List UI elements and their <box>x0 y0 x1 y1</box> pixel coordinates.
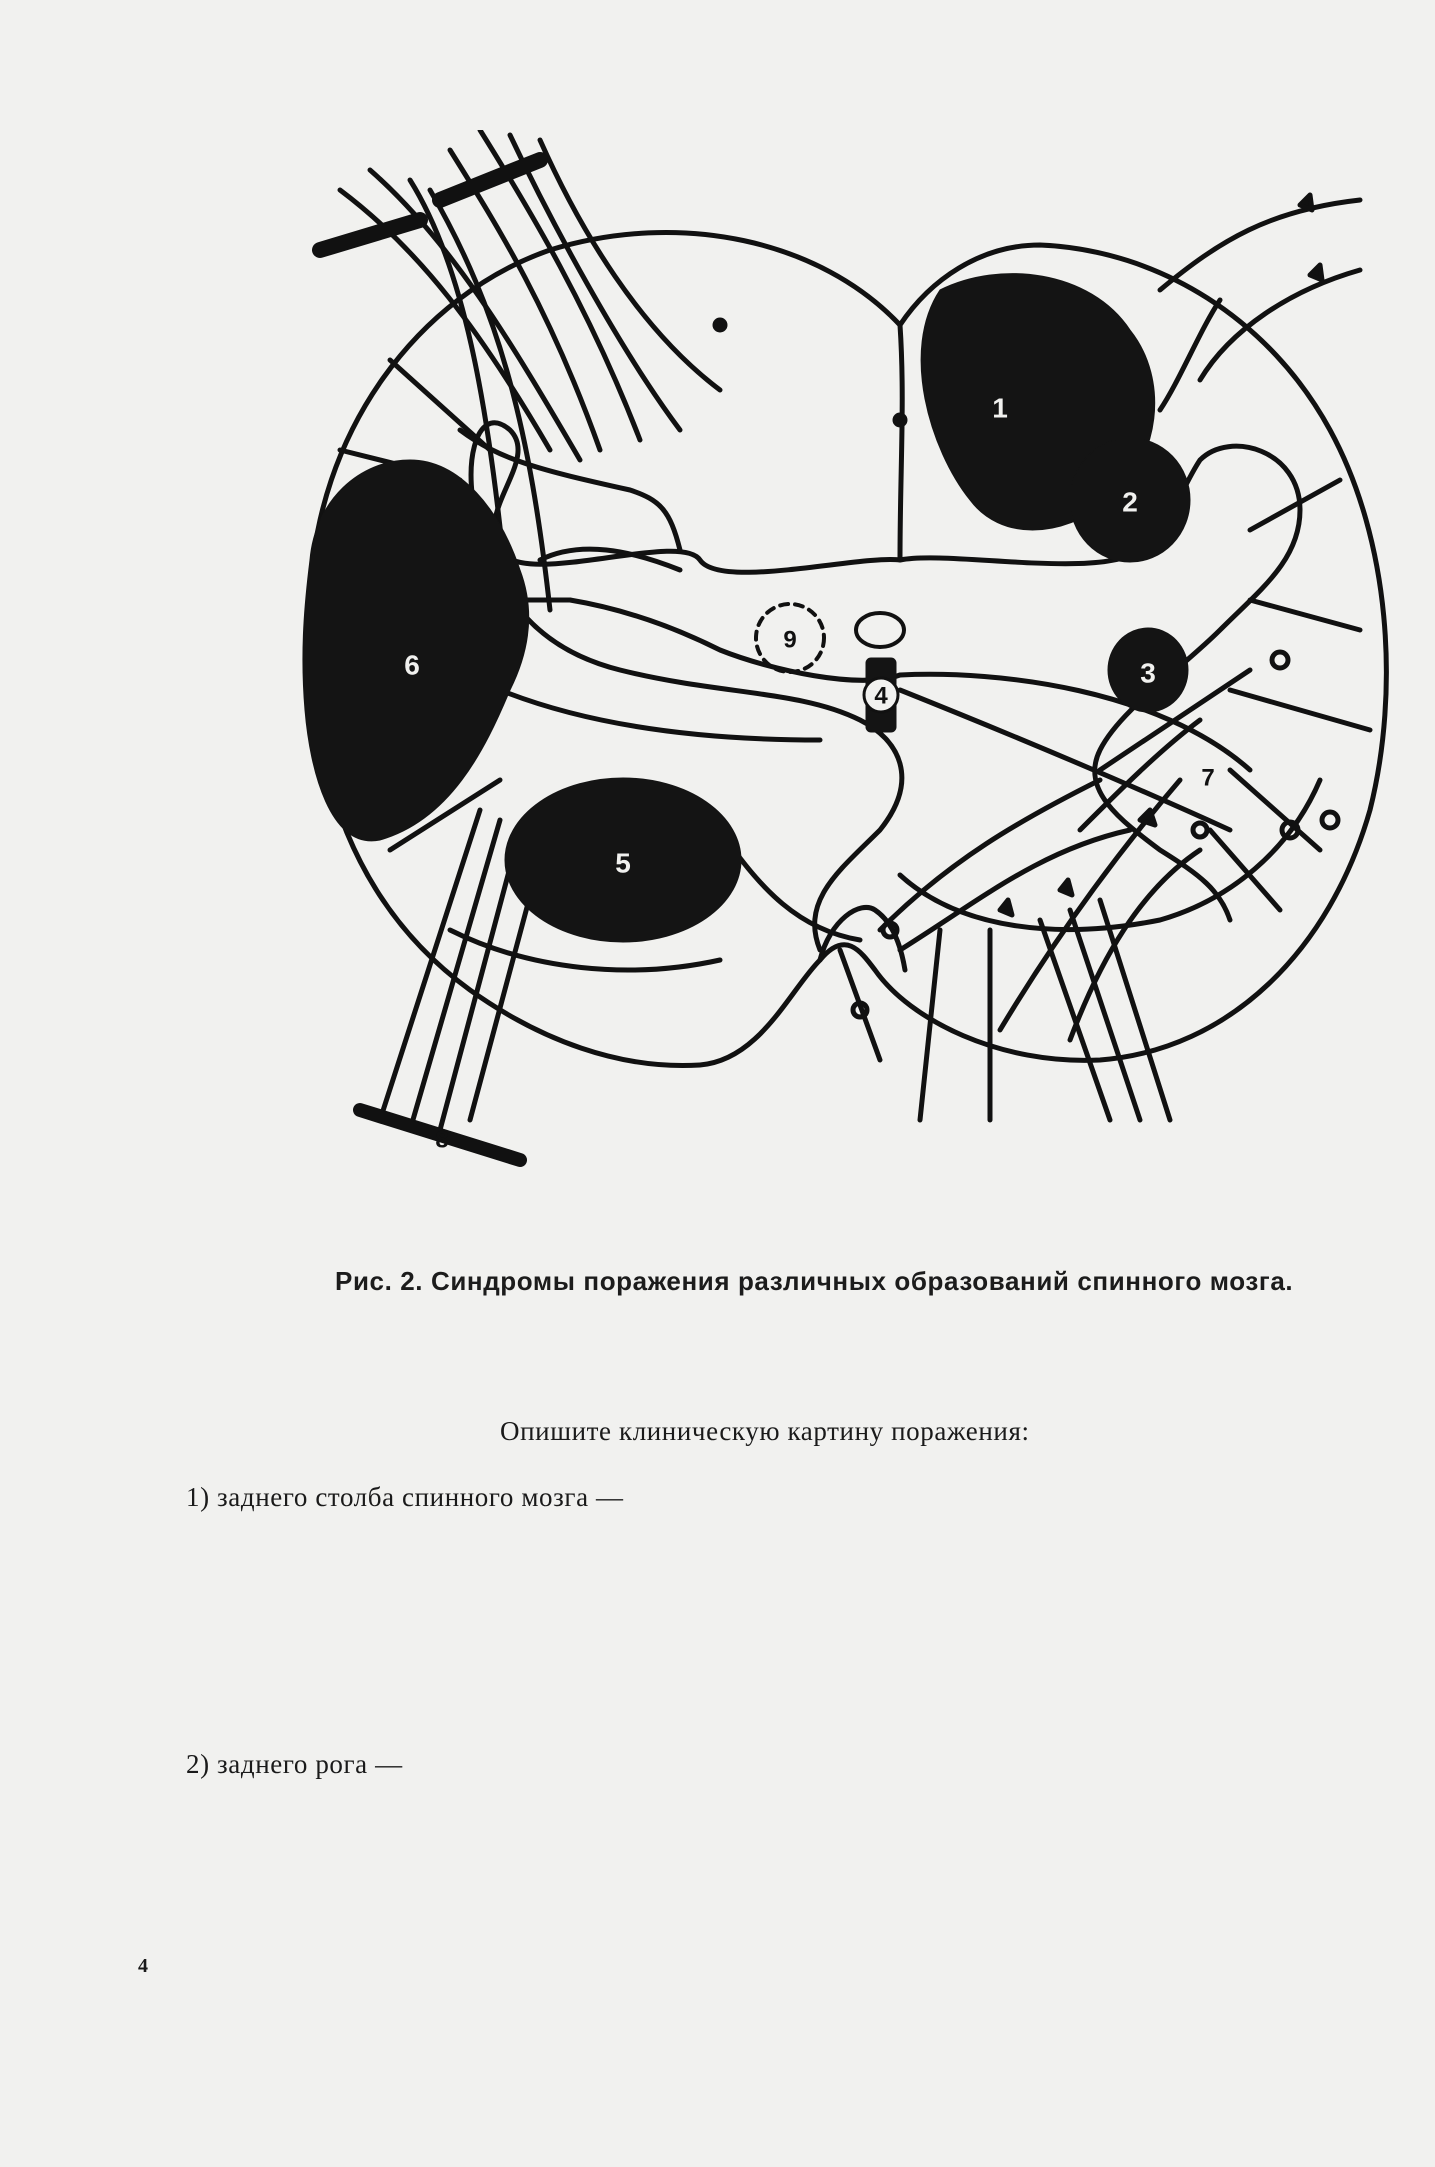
central-canal <box>856 613 904 647</box>
label-6: 6 <box>404 649 420 681</box>
page-number: 4 <box>138 1955 148 1977</box>
label-3: 3 <box>1140 657 1156 689</box>
label-1: 1 <box>992 392 1008 424</box>
label-2: 2 <box>1122 486 1138 518</box>
figure-caption: Рис. 2. Синдромы поражения различных образований спинного мозга. <box>335 1266 1294 1296</box>
task-instruction: Опишите клиническую картину поражения: <box>500 1416 1030 1446</box>
label-8: 8 <box>435 1126 449 1154</box>
label-7: 7 <box>1201 764 1215 792</box>
spinal-cord-diagram <box>300 130 1390 1190</box>
spinal-cord-cross-section-figure <box>300 130 1390 1190</box>
label-4: 4 <box>874 682 888 710</box>
question-2: 2) заднего рога — <box>186 1749 403 1779</box>
label-9: 9 <box>783 626 797 654</box>
question-1: 1) заднего столба спинного мозга — <box>186 1482 624 1512</box>
label-5: 5 <box>615 847 631 879</box>
median-septum <box>900 325 902 560</box>
posterior-root-bar-2 <box>440 160 540 200</box>
